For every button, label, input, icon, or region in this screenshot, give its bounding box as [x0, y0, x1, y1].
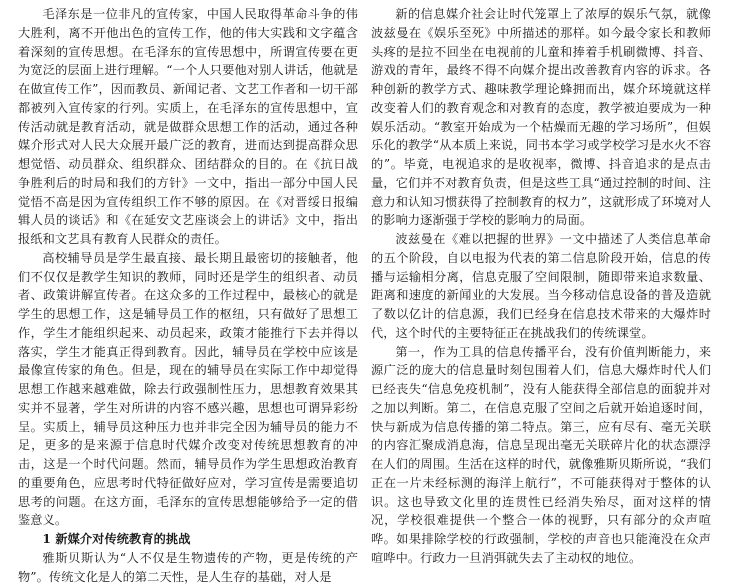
paragraph-jaspers: 雅斯贝斯认为“人不仅是生物遗传的产物，更是传统的产物”。传统文化是人的第二天性，是人生存的基础，对人是 — [18, 550, 358, 584]
paragraph-counselor-role: 高校辅导员是学生最直接、最长期且最密切的接触者，他们不仅仅是教学生知识的教师，同时还是学生的组织者、动员者、政策讲解宣传者。在这众多的工作过程中，最核心的就是学生的思想工作，这是辅导员工作的枢纽，只有做好了思想工作，学生才能组织起来、动员起来，政策才能推行下去并得以落实，学生才能真正得到教育。因此，辅导员在学校中应该是最像宣传家的角色。但是，现在的辅导员在实际工作中却觉得思想工作越来越难做，除去行政强制性压力，思想教育效果其实并不显著，学生对所讲的内容不感兴趣，思想也可谓异彩纷呈。实质上，辅导员这种压力也并非完全因为辅导员的能力不足，更多的是来源于信息时代媒介改变对传统思想教育的冲击，这是一个时代问题。然而，辅导员作为学生思想政治教育的重要角色，应思考时代特征做好应对，学习宣传是需要追切思考的问题。在这方面，毛泽东的宣传思想能够给予一定的借鉴意义。 — [18, 250, 358, 528]
right-column — [371, 5, 711, 568]
paragraph-postman-revolution: 波兹曼在《难以把握的世界》一文中描述了人类信息革命的五个阶段，自以电报为代表的第二信息阶段开始，信息的传播与运输相分离，信息克服了空间限制，随即带来追求数量、距离和速度的新闻业的大发展。当今移动信息设备的普及造就了数以亿计的信息源，我们已经身在信息技术带来的大爆炸时代，这个时代的主要特征正在挑战我们的传统课堂。 — [371, 232, 711, 340]
section-heading: 1 新媒介对传统教育的挑战 — [42, 532, 191, 546]
left-column — [18, 5, 358, 586]
paragraph-media-entertainment: 新的信息媒介社会让时代笼罩上了浓厚的娱乐气氛，就像波兹曼在《娱乐至死》中所描述的那样。如今最令家长和教师头疼的是拉不回坐在电视前的儿童和捧着手机刷微博、抖音、游戏的青年，最终不得不向媒介提出改善教育内容的诉求。各种创新的教学方式、趣味教学理论蜂拥而出，媒介环境就这样改变着人们的教育观念和对教育的态度，教学被迫要成为一种娱乐活动。“教室开始成为一个枯燥而无趣的学习场所”，但娱乐化的教学“从本质上来说，同书本学习或学校学习是水火不容的”。毕竟，电视追求的是收视率，微博、抖音追求的是点击量，它们并不对教育负责，但是这些工具“通过控制的时间、注意力和认知习惯获得了控制教育的权力”，这就形成了环境对人的影响力逐渐强于学校的影响力的局面。 — [371, 7, 711, 228]
paragraph-mao-propaganda: 毛泽东是一位非凡的宣传家，中国人民取得革命斗争的伟大胜利，离不开他出色的宣传工作，他的伟大实践和文字蕴含着深刻的宣传思想。在毛泽东的宣传思想中，所谓宣传要在更为宽泛的层面上进行理解。“一个人只要他对别人讲话，他就是在做宣传工作”，因而教员、新闻记者、文艺工作者和一切干部都被列入宣传家的行列。实质上，在毛泽东的宣传思想中，宣传活动就是教育活动，就是做群众思想工作的活动，通过各种媒介形式对人民大众展开最广泛的教育，进而达到提高群众思想觉悟、动员群众、组织群众、团结群众的目的。在《抗日战争胜利后的时局和我们的方针》一文中，指出一部分中国人民觉悟不高是因为宣传组织工作不够的原因。在《对晋绥日报编辑人员的谈话》和《在延安文艺座谈会上的讲话》文中，指出报纸和文艺具有教育人民群众的责任。 — [18, 7, 358, 246]
paragraph-first-second-third: 第一，作为工具的信息传播平台，没有价值判断能力，来源广泛的庞大的信息量时刻包围着人们，信息大爆炸时代人们已经丧失“信息免疫机制”，没有人能获得全部信息的面貌并对之加以判断。第二，在信息克服了空间之后就开始追逐时间，快与新成为信息传播的第二特点。第三，应有尽有、毫无关联的内容汇聚成消息海，信息呈现出毫无关联碎片化的状态漂浮在人们的周围。生活在这样的时代，就像雅斯贝斯所说，“我们正在一片未经标测的海洋上航行”，不可能获得对于整体的认识。这也导致文化里的连贯性已经消失殆尽，面对这样的情况，学校很难提供一个整合一体的视野，只有部分的众声喧哗。如果排除学校的行政强制，学校的声音也只能淹没在众声喧哗中。行政力一旦消弭就失去了主动权的地位。 — [371, 344, 711, 565]
